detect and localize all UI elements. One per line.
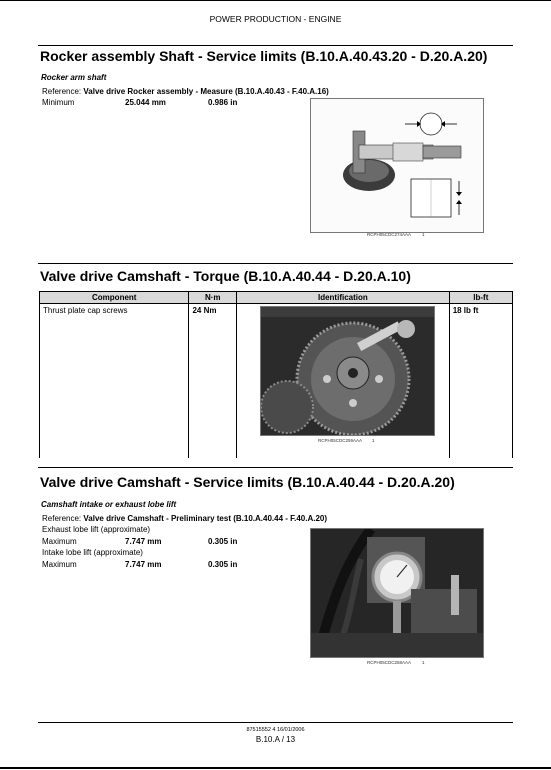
- table-header-row: [40, 292, 513, 304]
- figure-code: RCPH05CDC259AAA: [318, 438, 363, 443]
- page-bottom-border: [0, 767, 551, 769]
- column-header-lbft: lb-ft: [449, 292, 512, 304]
- spec-value-in: 0.986 in: [208, 98, 238, 107]
- figure-number: 1: [422, 232, 425, 237]
- figure-code: RCPH05CDC258AAA: [367, 660, 412, 665]
- reference-link[interactable]: Valve drive Rocker assembly - Measure (B.10.A.40.43 - F.40.A.16): [83, 87, 329, 96]
- cell-lbft: 18 lb ft: [449, 304, 512, 459]
- footer-doc-ref: 87515552 4 16/01/2006: [246, 727, 305, 733]
- section-title-camshaft-torque: Valve drive Camshaft - Torque (B.10.A.40.44 - D.20.A.10): [40, 268, 411, 284]
- spec-group-label: Exhaust lobe lift (approximate): [42, 525, 151, 534]
- section-title-rocker-shaft: Rocker assembly Shaft - Service limits (B.10.A.40.43.20 - D.20.A.20): [40, 48, 488, 64]
- spec-group-label: Intake lobe lift (approximate): [42, 548, 143, 557]
- camshaft-gear-photo: [261, 307, 434, 435]
- spec-value-mm: 7.747 mm: [125, 537, 162, 546]
- figure-thrust-plate: [260, 306, 435, 436]
- spec-value-mm: 25.044 mm: [125, 98, 166, 107]
- section-divider: [38, 45, 513, 46]
- spec-value-in: 0.305 in: [208, 537, 238, 546]
- spec-value-mm: 7.747 mm: [125, 560, 162, 569]
- cell-nm: 24 Nm: [189, 304, 237, 459]
- spec-label: Maximum: [42, 537, 77, 546]
- spec-value-in: 0.305 in: [208, 560, 238, 569]
- column-header-nm: N·m: [189, 292, 237, 304]
- page-header: POWER PRODUCTION - ENGINE: [209, 14, 342, 24]
- figure-dial-indicator: [310, 528, 484, 658]
- figure-code: RCPH05CDC274AAA: [367, 232, 412, 237]
- figure-micrometer: [310, 98, 484, 233]
- figure-number: 1: [372, 438, 375, 443]
- section-subtitle: Rocker arm shaft: [41, 73, 107, 82]
- column-header-component: Component: [40, 292, 189, 304]
- spec-label: Minimum: [42, 98, 75, 107]
- reference-line: Reference: Valve drive Camshaft - Preliminary test (B.10.A.40.44 - F.40.A.20): [42, 514, 328, 523]
- section-divider: [38, 263, 513, 264]
- section-subtitle: Camshaft intake or exhaust lobe lift: [41, 500, 177, 509]
- column-header-identification: Identification: [237, 292, 450, 304]
- footer-divider: [38, 722, 513, 723]
- reference-line: Reference: Valve drive Rocker assembly - Measure (B.10.A.40.43 - F.40.A.16): [42, 87, 329, 96]
- section-title-camshaft-limits: Valve drive Camshaft - Service limits (B.10.A.40.44 - D.20.A.20): [40, 474, 455, 490]
- page-top-border: [0, 0, 551, 1]
- footer-page-number: B.10.A / 13: [255, 735, 296, 744]
- cell-component: Thrust plate cap screws: [40, 304, 189, 459]
- reference-link[interactable]: Valve drive Camshaft - Preliminary test (B.10.A.40.44 - F.40.A.20): [83, 514, 328, 523]
- section-divider: [38, 467, 513, 468]
- spec-label: Maximum: [42, 560, 77, 569]
- micrometer-illustration: [311, 99, 483, 232]
- figure-number: 1: [422, 660, 425, 665]
- dial-indicator-photo: [311, 529, 483, 657]
